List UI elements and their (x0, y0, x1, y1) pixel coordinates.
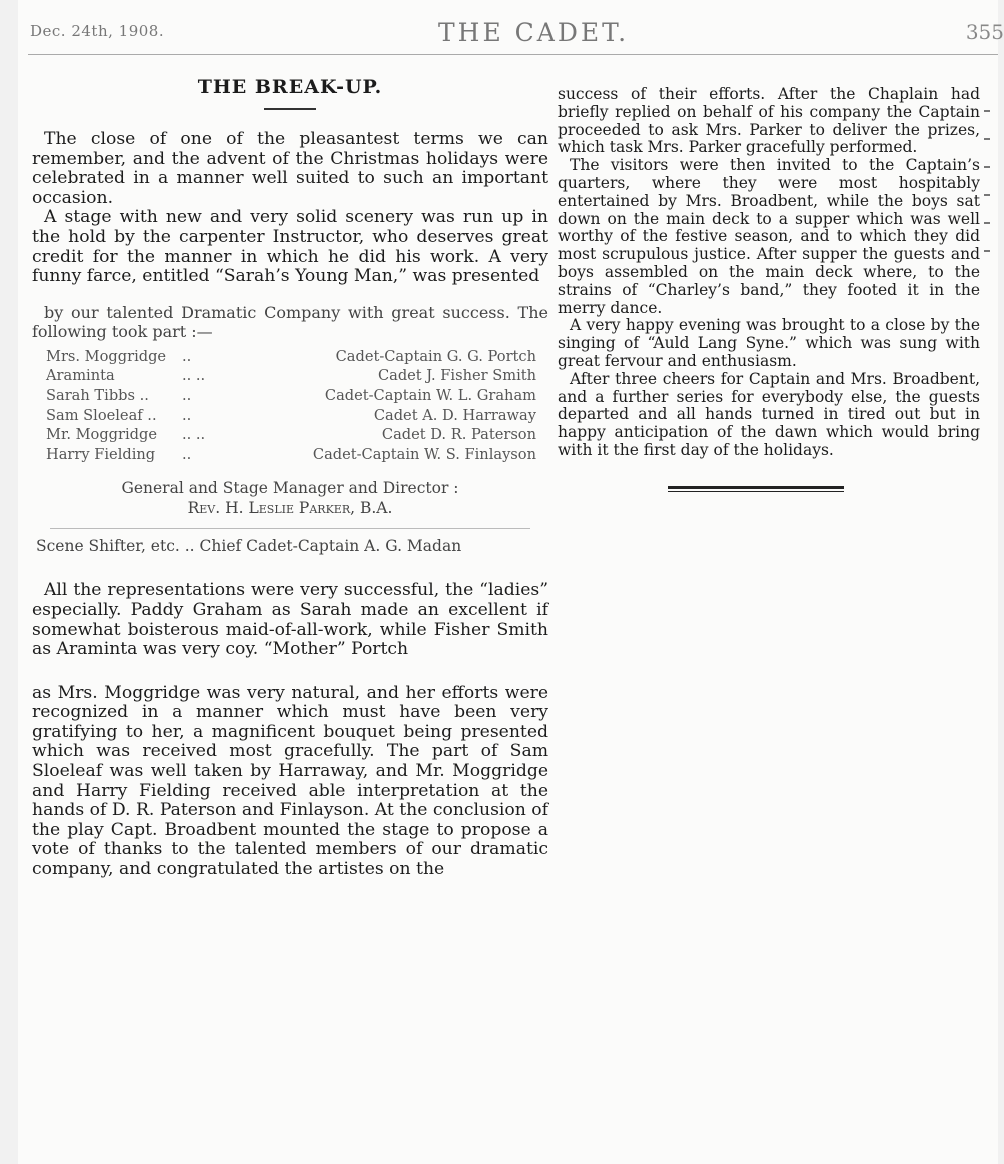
cast-role: Araminta (46, 367, 115, 385)
paragraph: A stage with new and very solid scenery was run up in the hold by the carpenter Instructor, who deserves great credit for the manner in which he did his work. A very funny farce, entitled “Sarah’s Young Man,” was presented (32, 207, 548, 287)
newspaper-page (18, 0, 1004, 1164)
cast-dots: .. (182, 445, 192, 463)
margin-mark (984, 138, 990, 140)
issue-date: Dec. 24th, 1908. (30, 22, 165, 40)
paragraph: A very happy evening was brought to a close by the singing of “Auld Lang Syne.” which was sung with great fervour and enthusiasm. (558, 316, 980, 370)
cast-actor: Cadet-Captain W. L. Graham (324, 386, 536, 404)
margin-mark (984, 194, 990, 196)
cast-row (32, 406, 548, 426)
paragraph: The visitors were then invited to the Captain’s quarters, where they were most hospitably entertained by Mrs. Broadbent, while the boys sat down on the main deck to a supper which was well worthy of the festive season, and to which they did most scrupulous justice. After supper the guests and boys assembled on the main deck where, to the strains of “Charley’s band,” they footed it in the merry dance. (558, 156, 980, 317)
cast-dots: .. (182, 347, 192, 365)
page-number: 355 (965, 20, 1004, 44)
cast-row (32, 347, 548, 367)
paragraph: After three cheers for Captain and Mrs. Broadbent, and a further series for everybody else, the guests departed and all hands turned in tired out but in happy anticipation of the dawn which would bring with it the first day of the holidays. (558, 369, 980, 459)
header-rule (28, 54, 998, 55)
divider (50, 528, 530, 529)
paragraph: success of their efforts. After the Chaplain had briefly replied on behalf of his company the Captain proceeded to ask Mrs. Parker to deliver the prizes, which task Mrs. Parker gracefully performed. (558, 85, 980, 157)
cast-list (32, 347, 548, 465)
scene-shifter-credit: Scene Shifter, etc. .. Chief Cadet-Captain A. G. Madan (36, 537, 462, 556)
credits (32, 478, 548, 518)
cast-actor: Cadet-Captain G. G. Portch (335, 347, 536, 365)
cast-row (32, 366, 548, 386)
adjacent-page-margin (984, 110, 994, 278)
end-rule-thin (668, 491, 844, 492)
cast-role: Sarah Tibbs .. (46, 386, 149, 404)
cast-actor: Cadet D. R. Paterson (381, 426, 536, 444)
end-rule (668, 486, 844, 489)
right-column (558, 86, 980, 492)
paragraph: The close of one of the pleasantest terms we can remember, and the advent of the Christmas holidays were celebrated in a manner well suited to such an important occasion. (32, 129, 548, 208)
credits-line: General and Stage Manager and Director : (121, 479, 459, 498)
heading-rule (264, 108, 316, 110)
paragraph: All the representations were very successful, the “ladies” especially. Paddy Graham as Sarah made an excellent if somewhat boisterous maid-of-all-work, while Fisher Smith as Araminta was very coy. “Mother” Portch (32, 580, 548, 660)
cast-actor: Cadet A. D. Harraway (373, 406, 536, 424)
margin-mark (984, 250, 990, 252)
margin-mark (984, 222, 990, 224)
article-heading: THE BREAK-UP. (197, 76, 383, 98)
left-column (32, 76, 548, 880)
cast-intro: by our talented Dramatic Company with great success. The following took part :— (32, 302, 548, 341)
cast-actor: Cadet J. Fisher Smith (377, 367, 536, 385)
cast-role: Sam Sloeleaf .. (46, 406, 157, 424)
cast-role: Mr. Moggridge (46, 426, 157, 444)
cast-dots: .. .. (182, 367, 206, 385)
margin-mark (984, 166, 990, 168)
cast-role: Mrs. Moggridge (46, 347, 167, 365)
cast-row (32, 425, 548, 445)
cast-dots: .. .. (182, 426, 206, 444)
page-header (30, 18, 1004, 52)
cast-row (32, 445, 548, 465)
cast-role: Harry Fielding (46, 445, 156, 463)
paragraph: as Mrs. Moggridge was very natural, and her efforts were recognized in a manner which must have been very gratifying to her, a magnificent bouquet being presented which was received most gracefully. The part of Sam Sloeleaf was well taken by Harraway, and Mr. Moggridge and Harry Fielding received able interpretation at the hands of D. R. Paterson and Finlayson. At the conclusion of the play Capt. Broadbent mounted the stage to propose a vote of thanks to the talented members of our dramatic company, and congratulated the artistes on the (32, 682, 548, 880)
cast-row (32, 386, 548, 406)
publication-title: THE CADET. (438, 18, 630, 47)
cast-dots: .. (182, 406, 192, 424)
margin-mark (984, 110, 990, 112)
cast-actor: Cadet-Captain W. S. Finlayson (312, 445, 536, 463)
credits-line: Rev. H. Leslie Parker, B.A. (187, 499, 393, 518)
cast-dots: .. (182, 386, 192, 404)
